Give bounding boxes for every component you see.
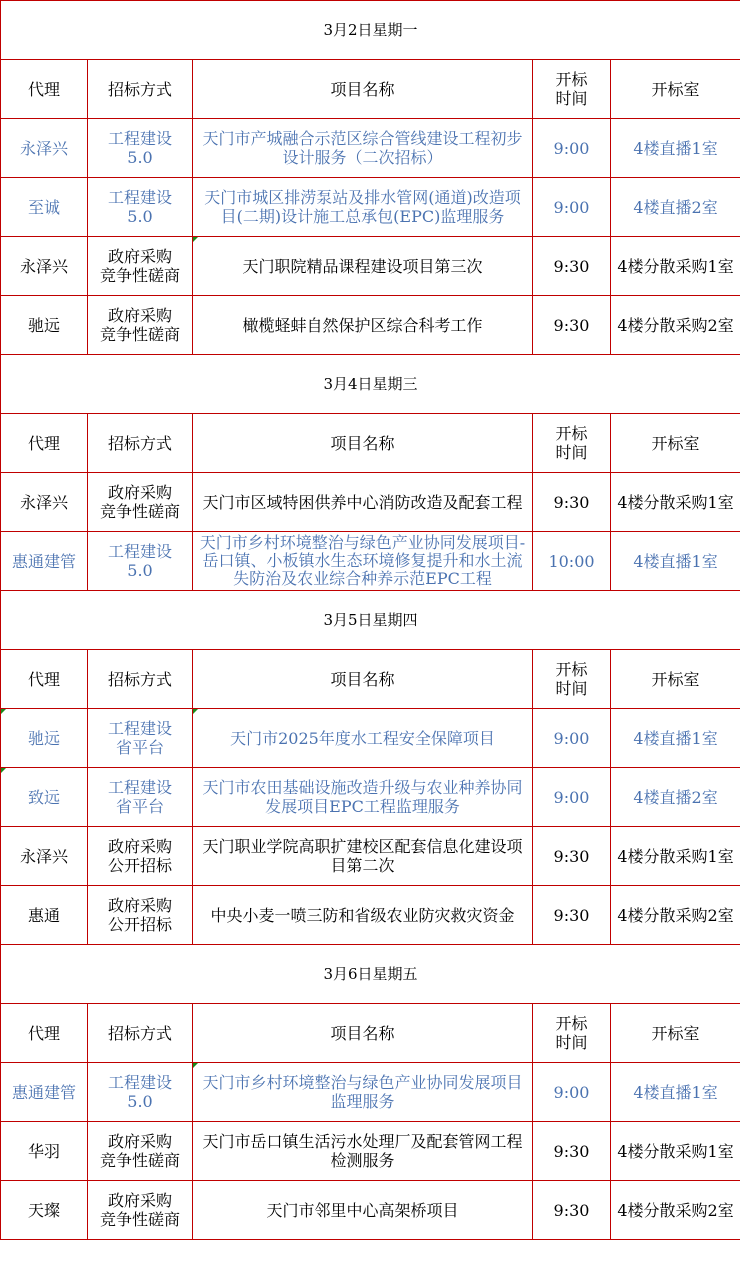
header-time-line1: 开标 [555,660,588,679]
header-time [533,60,611,119]
room-cell: 4楼直播2室 [611,768,740,827]
method-cell [88,178,193,237]
agent-cell: 惠通建管 [1,1063,88,1122]
method-line1: 政府采购 [107,837,172,856]
room-cell: 4楼直播1室 [611,709,740,768]
date-heading: 3月4日星期三 [1,355,740,414]
agent-cell: 驰远 [1,709,88,768]
time-cell: 9:00 [533,1063,611,1122]
time-cell: 9:30 [533,827,611,886]
project-cell: 橄榄蛏蚌自然保护区综合科考工作 [193,296,533,355]
method-line1: 政府采购 [107,483,172,502]
project-cell: 天门市产城融合示范区综合管线建设工程初步设计服务（二次招标） [193,119,533,178]
table-row [1,1063,740,1122]
method-line2: 竞争性磋商 [99,325,180,344]
header-method: 招标方式 [88,60,193,119]
header-agent: 代理 [1,414,88,473]
room-cell: 4楼分散采购1室 [611,473,740,532]
table-row [1,119,740,178]
project-cell: 天门市邻里中心高架桥项目 [193,1181,533,1240]
method-line2: 竞争性磋商 [99,502,180,521]
method-cell [88,473,193,532]
time-cell: 9:30 [533,237,611,296]
header-row [1,414,740,473]
agent-cell: 永泽兴 [1,473,88,532]
method-line1: 政府采购 [107,896,172,915]
method-line1: 政府采购 [107,1191,172,1210]
date-row [1,945,740,1004]
agent-cell: 至诚 [1,178,88,237]
method-cell [88,886,193,945]
project-cell: 天门市农田基础设施改造升级与农业种养协同发展项目EPC工程监理服务 [193,768,533,827]
header-project: 项目名称 [193,1004,533,1063]
project-cell: 天门市乡村环境整治与绿色产业协同发展项目监理服务 [193,1063,533,1122]
agent-cell: 驰远 [1,296,88,355]
method-cell [88,237,193,296]
agent-cell: 永泽兴 [1,119,88,178]
method-line2: 5.0 [127,207,153,226]
time-cell: 9:00 [533,768,611,827]
room-cell: 4楼分散采购1室 [611,237,740,296]
method-cell [88,532,193,591]
method-line2: 竞争性磋商 [99,1210,180,1229]
method-line1: 政府采购 [107,1132,172,1151]
header-method: 招标方式 [88,1004,193,1063]
table-row [1,473,740,532]
method-cell [88,768,193,827]
table-row [1,768,740,827]
header-time [533,1004,611,1063]
date-heading: 3月6日星期五 [1,945,740,1004]
method-line1: 工程建设 [107,188,172,207]
table-row [1,237,740,296]
project-cell: 天门市岳口镇生活污水处理厂及配套管网工程检测服务 [193,1122,533,1181]
header-time-line2: 时间 [555,443,588,462]
table-row [1,709,740,768]
method-line2: 竞争性磋商 [99,266,180,285]
agent-cell: 永泽兴 [1,237,88,296]
header-time-line1: 开标 [555,1014,588,1033]
agent-cell: 天璨 [1,1181,88,1240]
room-cell: 4楼分散采购2室 [611,296,740,355]
time-cell: 9:00 [533,178,611,237]
time-cell: 9:30 [533,473,611,532]
time-cell: 9:00 [533,709,611,768]
project-cell: 天门职业学院高职扩建校区配套信息化建设项目第二次 [193,827,533,886]
table-row [1,178,740,237]
method-line1: 工程建设 [107,129,172,148]
method-cell [88,827,193,886]
header-method: 招标方式 [88,414,193,473]
room-cell: 4楼分散采购1室 [611,1122,740,1181]
method-line1: 工程建设 [107,542,172,561]
method-cell [88,119,193,178]
header-agent: 代理 [1,650,88,709]
agent-cell: 致远 [1,768,88,827]
method-line2: 5.0 [127,1092,153,1111]
method-cell [88,709,193,768]
project-cell: 天门职院精品课程建设项目第三次 [193,237,533,296]
table-row [1,296,740,355]
room-cell: 4楼直播1室 [611,1063,740,1122]
date-row [1,355,740,414]
method-line1: 工程建设 [107,719,172,738]
room-cell: 4楼分散采购2室 [611,1181,740,1240]
table-row [1,827,740,886]
project-cell: 天门市乡村环境整治与绿色产业协同发展项目-岳口镇、小板镇水生态环境修复提升和水土流失防治及农业综合种养示范EPC工程 [193,532,533,591]
header-time [533,414,611,473]
header-time-line2: 时间 [555,1033,588,1052]
room-cell: 4楼直播2室 [611,178,740,237]
date-heading: 3月5日星期四 [1,591,740,650]
project-cell: 天门市2025年度水工程安全保障项目 [193,709,533,768]
project-cell: 中央小麦一喷三防和省级农业防灾救灾资金 [193,886,533,945]
header-time-line1: 开标 [555,424,588,443]
header-agent: 代理 [1,60,88,119]
date-row [1,591,740,650]
time-cell: 9:30 [533,296,611,355]
method-line2: 公开招标 [107,856,172,875]
header-time-line2: 时间 [555,679,588,698]
agent-cell: 永泽兴 [1,827,88,886]
method-line1: 政府采购 [107,306,172,325]
project-cell: 天门市城区排涝泵站及排水管网(通道)改造项目(二期)设计施工总承包(EPC)监理服务 [193,178,533,237]
table-row [1,1122,740,1181]
time-cell: 9:30 [533,1181,611,1240]
method-line2: 5.0 [127,561,153,580]
time-cell: 9:00 [533,119,611,178]
method-cell [88,296,193,355]
header-project: 项目名称 [193,650,533,709]
header-time [533,650,611,709]
method-line1: 工程建设 [107,1073,172,1092]
agent-cell: 惠通建管 [1,532,88,591]
method-line1: 政府采购 [107,247,172,266]
time-cell: 10:00 [533,532,611,591]
method-line2: 省平台 [115,738,164,757]
header-time-line1: 开标 [555,70,588,89]
header-row [1,1004,740,1063]
header-project: 项目名称 [193,414,533,473]
header-project: 项目名称 [193,60,533,119]
header-time-line2: 时间 [555,89,588,108]
room-cell: 4楼分散采购1室 [611,827,740,886]
method-line1: 工程建设 [107,778,172,797]
method-cell [88,1181,193,1240]
table-row [1,886,740,945]
method-cell [88,1122,193,1181]
room-cell: 4楼分散采购2室 [611,886,740,945]
header-room: 开标室 [611,60,740,119]
method-line2: 5.0 [127,148,153,167]
header-room: 开标室 [611,414,740,473]
method-line2: 公开招标 [107,915,172,934]
agent-cell: 惠通 [1,886,88,945]
header-room: 开标室 [611,650,740,709]
table-row [1,1181,740,1240]
method-line2: 省平台 [115,797,164,816]
header-agent: 代理 [1,1004,88,1063]
header-room: 开标室 [611,1004,740,1063]
header-method: 招标方式 [88,650,193,709]
method-cell [88,1063,193,1122]
time-cell: 9:30 [533,886,611,945]
date-heading: 3月2日星期一 [1,1,740,60]
agent-cell: 华羽 [1,1122,88,1181]
method-line2: 竞争性磋商 [99,1151,180,1170]
room-cell: 4楼直播1室 [611,532,740,591]
header-row [1,60,740,119]
header-row [1,650,740,709]
time-cell: 9:30 [533,1122,611,1181]
date-row [1,1,740,60]
project-cell: 天门市区域特困供养中心消防改造及配套工程 [193,473,533,532]
room-cell: 4楼直播1室 [611,119,740,178]
table-row [1,532,740,591]
